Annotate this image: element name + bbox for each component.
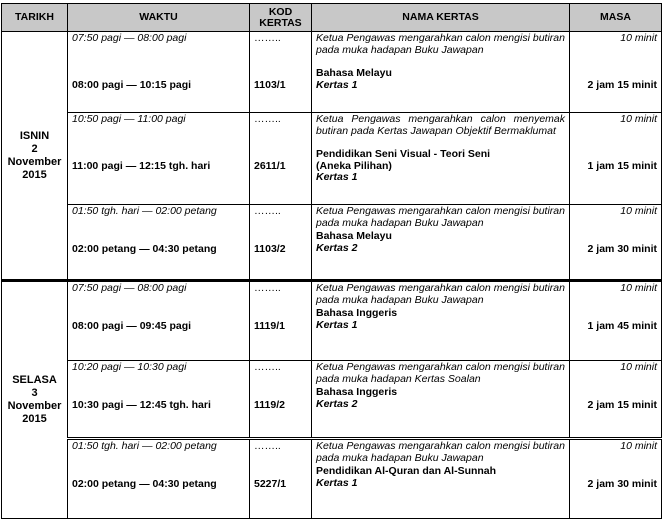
nama-cell [312,281,570,361]
prep-duration: 10 minit [620,113,657,125]
table-row [2,205,662,281]
prep-duration: 10 minit [620,440,657,452]
subject-name: Pendidikan Seni Visual - Teori Seni [316,148,491,160]
masa-cell [570,32,662,113]
subject-extra: (Aneka Pilihan) [316,159,392,172]
header-kod-kertas [250,4,312,32]
table-row [2,113,662,205]
instruction-text: Ketua Pengawas mengarahkan calon menyemak butiran pada Kertas Jawapan Objektif Bermaklumat [316,113,565,137]
header-nama-kertas: NAMA KERTAS [312,4,570,32]
subject-name: Pendidikan Al-Quran dan Al-Sunnah [316,465,497,477]
instruction-text: Ketua Pengawas mengarahkan calon mengisi butiran pada muka hadapan Buku Jawapan [316,440,565,464]
prep-duration: 10 minit [620,205,657,217]
paper-code: 5227/1 [254,477,287,490]
paper-number: Kertas 1 [316,318,358,331]
subject-name: Bahasa Inggeris [316,307,398,319]
instruction-text: Ketua Pengawas mengarahkan calon mengisi butiran pada muka hadapan Buku Jawapan [316,282,565,306]
masa-cell [570,281,662,361]
paper-number: Kertas 2 [316,397,358,410]
header-kod-line1: KOD [268,5,293,18]
prep-code: …….. [254,282,281,294]
header-row [2,4,662,32]
prep-time: 07:50 pagi — 08:00 pagi [72,32,187,44]
exam-time: 11:00 pagi — 12:15 tgh. hari [72,159,211,172]
nama-cell [312,113,570,205]
header-kod-line2: KERTAS [259,16,302,29]
paper-number: Kertas 1 [316,476,358,489]
kod-cell [250,439,312,519]
instruction-text: Ketua Pengawas mengarahkan calon mengisi butiran pada muka hadapan Kertas Soalan [316,361,565,385]
waktu-cell [68,361,250,439]
paper-code: 1103/1 [254,78,286,91]
exam-time: 02:00 petang — 04:30 petang [72,477,217,490]
subject-name: Bahasa Melayu [316,67,392,79]
prep-time: 01:50 tgh. hari — 02:00 petang [72,205,217,217]
prep-duration: 10 minit [620,361,657,373]
day-number: 2 [31,142,38,155]
nama-cell [312,439,570,519]
table-row [2,32,662,113]
paper-number: Kertas 2 [316,241,358,254]
masa-cell [570,205,662,281]
nama-cell [312,32,570,113]
paper-number: Kertas 1 [316,171,358,183]
header-waktu: WAKTU [68,4,250,32]
prep-code: …….. [254,205,281,217]
day-month: November [7,155,62,168]
kod-cell [250,281,312,361]
masa-cell [570,439,662,519]
exam-duration: 1 jam 45 minit [587,319,657,332]
exam-duration: 1 jam 15 minit [587,159,657,172]
nama-cell [312,205,570,281]
exam-duration: 2 jam 30 minit [587,242,657,255]
prep-code: …….. [254,361,281,373]
paper-code: 1119/1 [254,319,285,332]
paper-code: 1119/2 [254,398,285,411]
kod-cell [250,205,312,281]
day-year: 2015 [22,168,47,181]
exam-time: 02:00 petang — 04:30 petang [72,242,217,255]
exam-time: 08:00 pagi — 09:45 pagi [72,319,192,332]
header-masa: MASA [570,4,662,32]
prep-duration: 10 minit [620,32,657,44]
day-number: 3 [31,387,38,399]
waktu-cell [68,32,250,113]
masa-cell [570,361,662,439]
exam-duration: 2 jam 15 minit [587,78,657,91]
instruction-text: Ketua Pengawas mengarahkan calon mengisi butiran pada muka hadapan Buku Jawapan [316,32,565,56]
table-row [2,281,662,361]
day-name: ISNIN [19,129,50,142]
paper-code: 2611/1 [254,159,286,172]
kod-cell [250,32,312,113]
day-month: November [7,400,62,412]
prep-code: …….. [254,440,281,452]
day-name: SELASA [12,374,57,386]
prep-code: …….. [254,113,281,125]
date-cell-selasa [2,281,68,519]
header-tarikh: TARIKH [2,4,68,32]
exam-time: 10:30 pagi — 12:45 tgh. hari [72,398,211,411]
waktu-cell [68,439,250,519]
prep-time: 07:50 pagi — 08:00 pagi [72,282,187,294]
waktu-cell [68,205,250,281]
kod-cell [250,361,312,439]
subject-name: Bahasa Inggeris [316,386,398,398]
subject-name: Bahasa Melayu [316,230,392,242]
paper-number: Kertas 1 [316,78,358,91]
exam-time: 08:00 pagi — 10:15 pagi [72,78,192,91]
prep-time: 01:50 tgh. hari — 02:00 petang [72,440,217,452]
date-cell-isnin [2,32,68,281]
exam-duration: 2 jam 30 minit [587,477,657,490]
table-row [2,361,662,439]
prep-time: 10:20 pagi — 10:30 pagi [72,361,187,373]
paper-code: 1103/2 [254,242,286,255]
exam-schedule-table [1,3,662,519]
table-row [2,439,662,519]
exam-duration: 2 jam 15 minit [587,398,657,411]
prep-code: …….. [254,32,281,44]
day-year: 2015 [22,413,47,425]
instruction-text: Ketua Pengawas mengarahkan calon mengisi butiran pada muka hadapan Buku Jawapan [316,205,565,229]
prep-time: 10:50 pagi — 11:00 pagi [72,113,186,125]
prep-duration: 10 minit [620,282,657,294]
waktu-cell [68,113,250,205]
waktu-cell [68,281,250,361]
kod-cell [250,113,312,205]
nama-cell [312,361,570,439]
masa-cell [570,113,662,205]
